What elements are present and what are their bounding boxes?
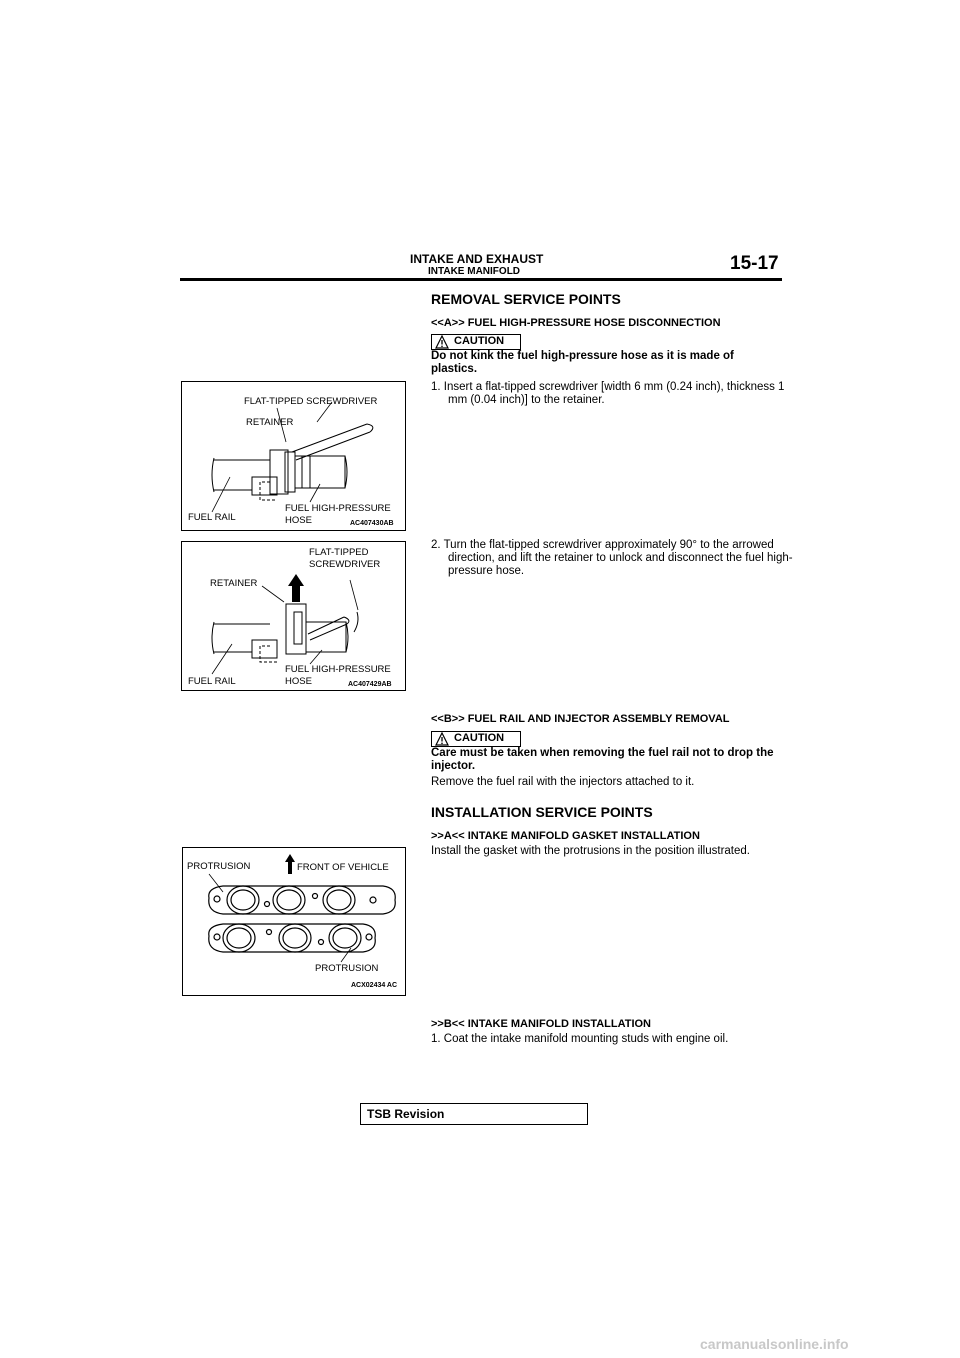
figure-code: AC407429AB <box>348 681 392 688</box>
subsection-title: INTAKE MANIFOLD <box>428 266 521 277</box>
label-hose-2: HOSE <box>285 515 312 526</box>
manifold-heading: >>B<< INTAKE MANIFOLD INSTALLATION <box>431 1018 652 1030</box>
label-hose-1: FUEL HIGH-PRESSURE <box>285 503 391 514</box>
figure-code: AC407430AB <box>350 520 394 527</box>
section-title: INTAKE AND EXHAUST <box>410 252 544 266</box>
label-protrusion-bottom: PROTRUSION <box>315 963 379 974</box>
label-fuel-rail: FUEL RAIL <box>188 676 236 687</box>
label-protrusion-top: PROTRUSION <box>187 861 251 872</box>
label-fuel-rail: FUEL RAIL <box>188 512 236 523</box>
label-front-of-vehicle: FRONT OF VEHICLE <box>297 862 389 873</box>
gasket-body: Install the gasket with the protrusions in the position illustrated. <box>431 845 750 857</box>
figure-screwdriver-insert <box>181 381 406 531</box>
removal-heading: REMOVAL SERVICE POINTS <box>431 291 621 307</box>
warning-icon <box>435 732 449 746</box>
label-retainer: RETAINER <box>246 417 294 428</box>
label-flat-2: SCREWDRIVER <box>309 559 381 570</box>
figure-code: ACX02434 AC <box>351 982 398 989</box>
label-hose-1: FUEL HIGH-PRESSURE <box>285 664 391 675</box>
fuel-hose-heading: <<A>> FUEL HIGH-PRESSURE HOSE DISCONNECTION <box>431 317 721 329</box>
label-retainer: RETAINER <box>210 578 258 589</box>
caution-label: CAUTION <box>454 732 505 744</box>
step-1: 1. Insert a flat-tipped screwdriver [width 6 mm (0.24 inch), thickness 1 mm (0.04 inch)] to the retainer. <box>431 381 785 406</box>
label-flat-tipped: FLAT-TIPPED SCREWDRIVER <box>244 396 378 407</box>
fuel-rail-body: Remove the fuel rail with the injectors attached to it. <box>431 776 695 788</box>
step-2: 2. Turn the flat-tipped screwdriver approximately 90° to the arrowed direction, and lift the retainer to unlock and disconnect the fuel high-pressure hose. <box>431 539 793 577</box>
caution-box-2 <box>431 731 521 747</box>
caution-text-1: Do not kink the fuel high-pressure hose as it is made of plastics. <box>431 350 734 375</box>
watermark: carmanualsonline.info <box>700 1336 849 1352</box>
figure-screwdriver-turn <box>181 541 406 691</box>
header-rule <box>180 278 782 281</box>
caution-text-2: Care must be taken when removing the fuel rail not to drop the injector. <box>431 747 774 772</box>
page-number: 15-17 <box>730 253 779 274</box>
fuel-rail-heading: <<B>> FUEL RAIL AND INJECTOR ASSEMBLY REMOVAL <box>431 713 730 725</box>
gasket-heading: >>A<< INTAKE MANIFOLD GASKET INSTALLATION <box>431 830 700 842</box>
label-flat-1: FLAT-TIPPED <box>309 547 369 558</box>
tsb-revision-label: TSB Revision <box>367 1107 445 1121</box>
manifold-step-1: 1. Coat the intake manifold mounting studs with engine oil. <box>431 1033 729 1045</box>
installation-heading: INSTALLATION SERVICE POINTS <box>431 804 653 820</box>
caution-box-1 <box>431 334 521 350</box>
label-hose-2: HOSE <box>285 676 312 687</box>
tsb-revision-box <box>360 1103 588 1125</box>
warning-icon <box>435 335 449 349</box>
figure-gasket <box>182 847 406 996</box>
caution-label: CAUTION <box>454 335 505 347</box>
